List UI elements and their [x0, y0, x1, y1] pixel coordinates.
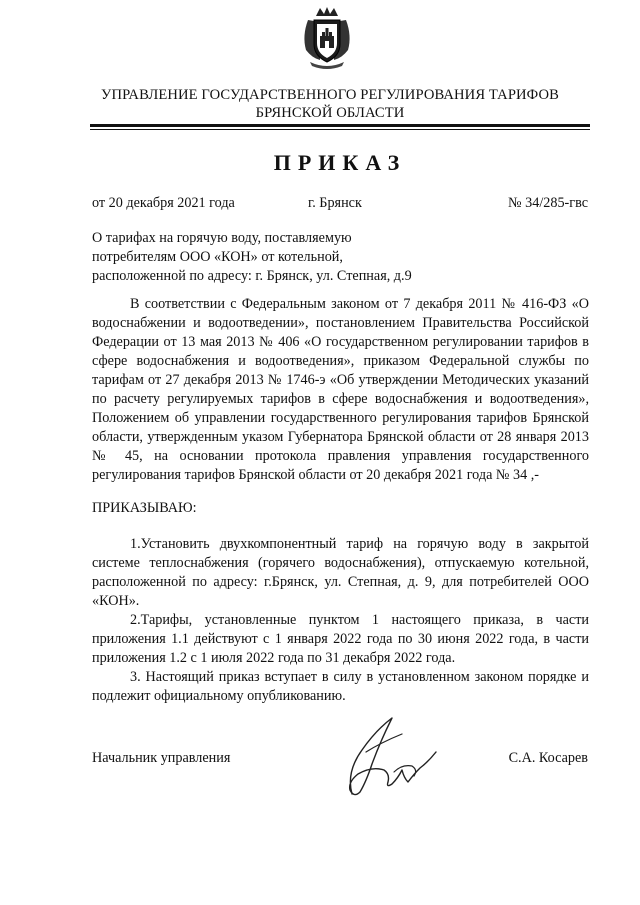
header-divider-thin — [90, 129, 590, 130]
handwritten-signature-icon — [332, 712, 442, 802]
order-item-1: 1.Установить двухкомпонентный тариф на горячую воду в закрытой системе теплоснабжения (горячего водоснабжения), отпускаемую котельной, расположенной по адресу: г.Брянск, ул. Степная, д. 9, для потребителей ООО «КОН». — [92, 536, 589, 609]
coat-of-arms-icon — [298, 6, 356, 70]
order-directive: ПРИКАЗЫВАЮ: — [92, 500, 197, 516]
order-city: г. Брянск — [308, 195, 362, 211]
subject-line1: О тарифах на горячую воду, поставляемую — [92, 230, 352, 246]
subject-line2: потребителям ООО «КОН» от котельной, — [92, 249, 343, 265]
signatory-name: С.А. Косарев — [508, 750, 588, 766]
signatory-position: Начальник управления — [92, 750, 231, 766]
document-title: ПРИКАЗ — [273, 150, 407, 175]
org-name-line2: БРЯНСКОЙ ОБЛАСТИ — [255, 105, 405, 121]
order-item-2: 2.Тарифы, установленные пунктом 1 настоящего приказа, в части приложения 1.1 действуют с 1 января 2022 года по 30 июня 2022 года, в части приложения 1.2 с 1 июля 2022 года по 31 декабря 2022 года. — [92, 612, 589, 666]
subject-line3: расположенной по адресу: г. Брянск, ул. Степная, д.9 — [92, 268, 412, 284]
order-items — [92, 535, 589, 706]
order-date: от 20 декабря 2021 года — [92, 195, 235, 211]
header-divider-thick — [90, 124, 590, 127]
order-subject — [92, 229, 452, 286]
preamble-paragraph: В соответствии с Федеральным законом от 7 декабря 2011 № 416-ФЗ «О водоснабжении и водоотведении», постановлением Правительства Российской Федерации от 13 мая 2013 № 406 «О государственном регулировании тарифов в сфере водоснабжения и водоотведения», приказом Федеральной службы по тарифам от 27 декабря 2013 № 1746-э «Об утверждении Методических указаний по расчету регулируемых тарифов в сфере водоснабжения и водоотведения», Положением об управлении государственного регулирования тарифов Брянской области, утвержденным указом Губернатора Брянской области от 28 января 2013 № 45, на основании протокола правления управления государственного регулирования тарифов Брянской области от 20 декабря 2021 года № 34 ,- — [92, 296, 589, 483]
order-number: № 34/285-гвс — [508, 195, 588, 211]
order-item-3: 3. Настоящий приказ вступает в силу в установленном законом порядке и подлежит официальному опубликованию. — [92, 669, 589, 704]
org-name-line1: УПРАВЛЕНИЕ ГОСУДАРСТВЕННОГО РЕГУЛИРОВАНИЯ ТАРИФОВ — [101, 87, 559, 103]
